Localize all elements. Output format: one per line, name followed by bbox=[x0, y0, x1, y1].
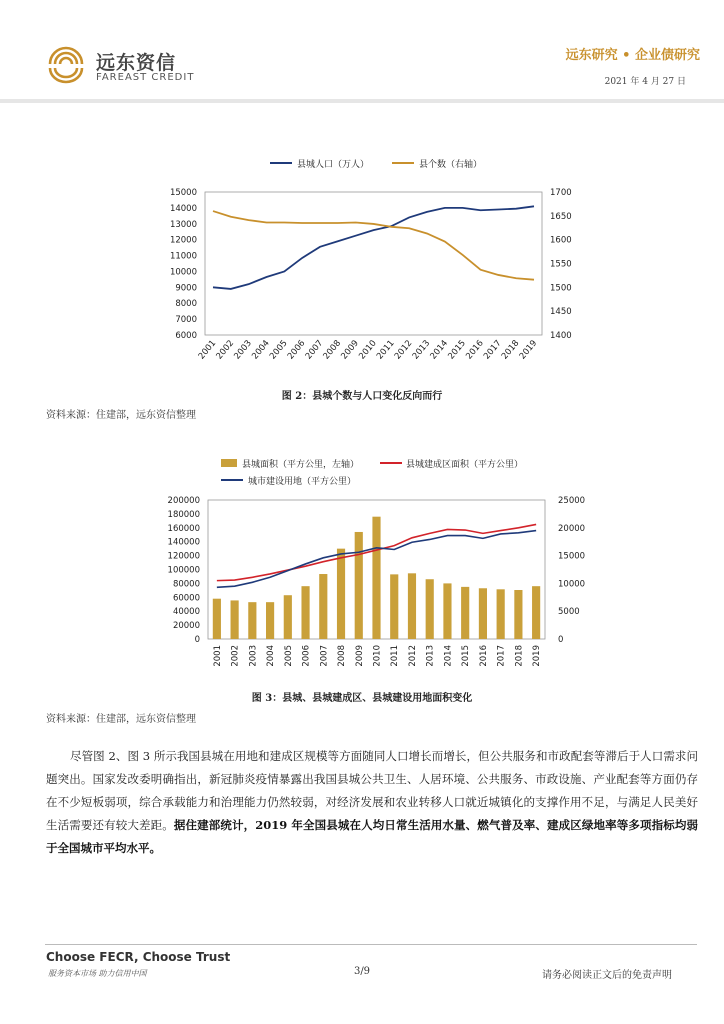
x-tick-label: 2002 bbox=[230, 645, 241, 667]
x-tick-label: 2008 bbox=[337, 645, 348, 667]
footer-subslogan: 服务资本市场 助力信用中国 bbox=[48, 969, 147, 978]
bar-county-area bbox=[390, 574, 398, 639]
y-right-tick-label: 20000 bbox=[558, 523, 586, 534]
x-tick-label: 2014 bbox=[428, 338, 451, 362]
x-tick-label: 2005 bbox=[268, 338, 290, 362]
y-left-tick-label: 14000 bbox=[169, 203, 197, 214]
y-left-tick-label: 60000 bbox=[172, 593, 200, 604]
x-tick-label: 2011 bbox=[390, 645, 401, 667]
figure3-caption: 图 3：县城、县城建成区、县城建设用地面积变化 bbox=[251, 693, 473, 704]
figure2-chart bbox=[0, 150, 724, 385]
footer-disclaimer: 请务必阅读正文后的免责声明 bbox=[542, 970, 672, 981]
x-tick-label: 2010 bbox=[372, 645, 383, 667]
x-tick-label: 2016 bbox=[464, 338, 486, 362]
y-right-tick-label: 1700 bbox=[550, 188, 572, 198]
x-tick-label: 2001 bbox=[196, 338, 219, 362]
bar-county-area bbox=[514, 590, 522, 639]
x-tick-label: 2019 bbox=[517, 338, 540, 362]
figure2-caption: 图 2：县城个数与人口变化反向而行 bbox=[281, 391, 443, 402]
legend-swatch bbox=[221, 459, 237, 467]
figure2-source: 资料来源：住建部，远东资信整理 bbox=[46, 410, 196, 421]
legend-label: 县城建成区面积（平方公里） bbox=[406, 460, 524, 470]
y-left-tick-label: 13000 bbox=[169, 219, 197, 230]
bar-county-area bbox=[372, 517, 380, 639]
x-tick-label: 2006 bbox=[301, 645, 312, 667]
x-tick-label: 2005 bbox=[283, 645, 294, 667]
bar-county-area bbox=[301, 586, 309, 639]
footer-slogan: Choose FECR, Choose Trust bbox=[46, 950, 231, 964]
x-tick-label: 2003 bbox=[232, 338, 254, 362]
bar-county-area bbox=[248, 602, 256, 639]
y-left-tick-label: 80000 bbox=[172, 579, 200, 590]
y-right-tick-label: 1450 bbox=[550, 307, 572, 318]
y-left-tick-label: 12000 bbox=[169, 235, 197, 246]
y-left-tick-label: 7000 bbox=[175, 315, 197, 326]
x-tick-label: 2012 bbox=[407, 645, 418, 667]
y-left-tick-label: 6000 bbox=[175, 331, 197, 341]
x-tick-label: 2019 bbox=[532, 645, 543, 667]
y-left-tick-label: 9000 bbox=[175, 283, 197, 294]
y-left-tick-label: 11000 bbox=[169, 251, 197, 262]
x-tick-label: 2018 bbox=[499, 338, 522, 362]
logo-text-cn: 远东资信 bbox=[96, 52, 177, 74]
y-right-tick-label: 0 bbox=[558, 635, 564, 645]
x-tick-label: 2003 bbox=[248, 645, 259, 667]
section-title: 远东研究 • 企业债研究 bbox=[565, 48, 700, 63]
bar-county-area bbox=[284, 595, 292, 639]
body-text-bold: 据住建部统计，2019 年全国县城在人均日常生活用水量、燃气普及率、建成区绿地率等多项指标均弱于全国城市平均水平。 bbox=[46, 818, 699, 855]
y-left-tick-label: 160000 bbox=[167, 523, 200, 534]
x-tick-label: 2013 bbox=[410, 338, 433, 362]
y-left-tick-label: 40000 bbox=[172, 607, 200, 618]
y-left-tick-label: 100000 bbox=[167, 565, 200, 576]
y-left-tick-label: 15000 bbox=[169, 188, 197, 198]
logo-text-en: FAREAST CREDIT bbox=[96, 72, 195, 83]
report-date: 2021 年 4 月 27 日 bbox=[604, 77, 686, 87]
bar-county-area bbox=[443, 583, 451, 639]
y-right-tick-label: 25000 bbox=[558, 496, 586, 506]
logo bbox=[42, 44, 90, 84]
x-tick-label: 2006 bbox=[285, 338, 308, 362]
x-tick-label: 2007 bbox=[319, 645, 330, 667]
x-tick-label: 2015 bbox=[461, 645, 472, 667]
figure3-source: 资料来源：住建部，远东资信整理 bbox=[46, 714, 196, 725]
y-left-tick-label: 8000 bbox=[175, 299, 197, 310]
bar-county-area bbox=[408, 573, 416, 639]
x-tick-label: 2004 bbox=[266, 645, 277, 667]
x-tick-label: 2010 bbox=[357, 338, 379, 362]
y-left-tick-label: 120000 bbox=[167, 551, 200, 562]
x-tick-label: 2015 bbox=[446, 338, 468, 362]
y-right-tick-label: 1400 bbox=[550, 331, 572, 341]
body-paragraph bbox=[46, 745, 698, 860]
bar-county-area bbox=[461, 587, 469, 639]
y-right-tick-label: 1650 bbox=[550, 211, 572, 222]
bar-county-area bbox=[319, 574, 327, 639]
page-number: 3/9 bbox=[353, 966, 371, 977]
bar-county-area bbox=[532, 586, 540, 639]
bar-county-area bbox=[497, 589, 505, 639]
x-tick-label: 2014 bbox=[443, 645, 454, 667]
y-left-tick-label: 200000 bbox=[167, 496, 200, 506]
legend-label: 县个数（右轴） bbox=[419, 160, 483, 170]
footer-divider bbox=[45, 944, 697, 945]
x-tick-label: 2008 bbox=[321, 338, 344, 362]
legend-label: 县城面积（平方公里，左轴） bbox=[242, 460, 360, 470]
x-tick-label: 2017 bbox=[482, 338, 504, 362]
y-right-tick-label: 15000 bbox=[558, 551, 586, 562]
bar-county-area bbox=[355, 532, 363, 639]
x-tick-label: 2016 bbox=[478, 645, 489, 667]
x-tick-label: 2018 bbox=[514, 645, 525, 667]
x-tick-label: 2004 bbox=[250, 338, 272, 362]
y-left-tick-label: 10000 bbox=[169, 267, 197, 278]
plot-frame bbox=[205, 192, 542, 335]
y-left-tick-label: 0 bbox=[194, 635, 200, 645]
bar-county-area bbox=[337, 549, 345, 639]
y-left-tick-label: 20000 bbox=[172, 621, 200, 632]
body-text: 尽管图 2、图 3 所示我国县城在用地和建成区规模等方面随同人口增长而增长，但公共服务和市政配套等滞后于人口需求问题突出。国家发改委明确指出，新冠肺炎疫情暴露出我国县城公共卫生、人居环境、公共服务、市政设施、产业配套等方面仍存在不少短板弱项，综合承载能力和治理能力仍然较弱，对经济发展和农业转移人口就近城镇化的支撑作用不足，与满足人民美好生活需要还有较大差距。 bbox=[46, 749, 698, 832]
x-tick-label: 2017 bbox=[496, 645, 507, 667]
logo-icon bbox=[42, 44, 90, 84]
y-right-tick-label: 1550 bbox=[550, 259, 572, 270]
series-line-county-population bbox=[213, 206, 534, 289]
x-tick-label: 2001 bbox=[212, 645, 223, 667]
x-tick-label: 2011 bbox=[375, 338, 397, 362]
y-left-tick-label: 180000 bbox=[167, 509, 200, 520]
y-left-tick-label: 140000 bbox=[167, 537, 200, 548]
legend-label: 县城人口（万人） bbox=[297, 160, 370, 170]
bar-county-area bbox=[266, 602, 274, 639]
header-divider bbox=[0, 99, 724, 103]
bar-county-area bbox=[479, 588, 487, 639]
bar-county-area bbox=[231, 600, 239, 639]
x-tick-label: 2009 bbox=[354, 645, 365, 667]
x-tick-label: 2007 bbox=[303, 338, 326, 362]
bar-county-area bbox=[213, 599, 221, 639]
x-tick-label: 2013 bbox=[425, 645, 436, 667]
figure3-chart bbox=[0, 453, 724, 685]
y-right-tick-label: 10000 bbox=[558, 579, 586, 590]
bar-county-area bbox=[426, 579, 434, 639]
y-right-tick-label: 1500 bbox=[550, 283, 572, 294]
y-right-tick-label: 1600 bbox=[550, 235, 572, 246]
x-tick-label: 2012 bbox=[392, 338, 415, 362]
y-right-tick-label: 5000 bbox=[558, 607, 580, 618]
x-tick-label: 2009 bbox=[339, 338, 361, 362]
series-line-county-count bbox=[213, 211, 534, 280]
x-tick-label: 2002 bbox=[214, 338, 237, 362]
legend-label: 城市建设用地（平方公里） bbox=[248, 477, 357, 487]
